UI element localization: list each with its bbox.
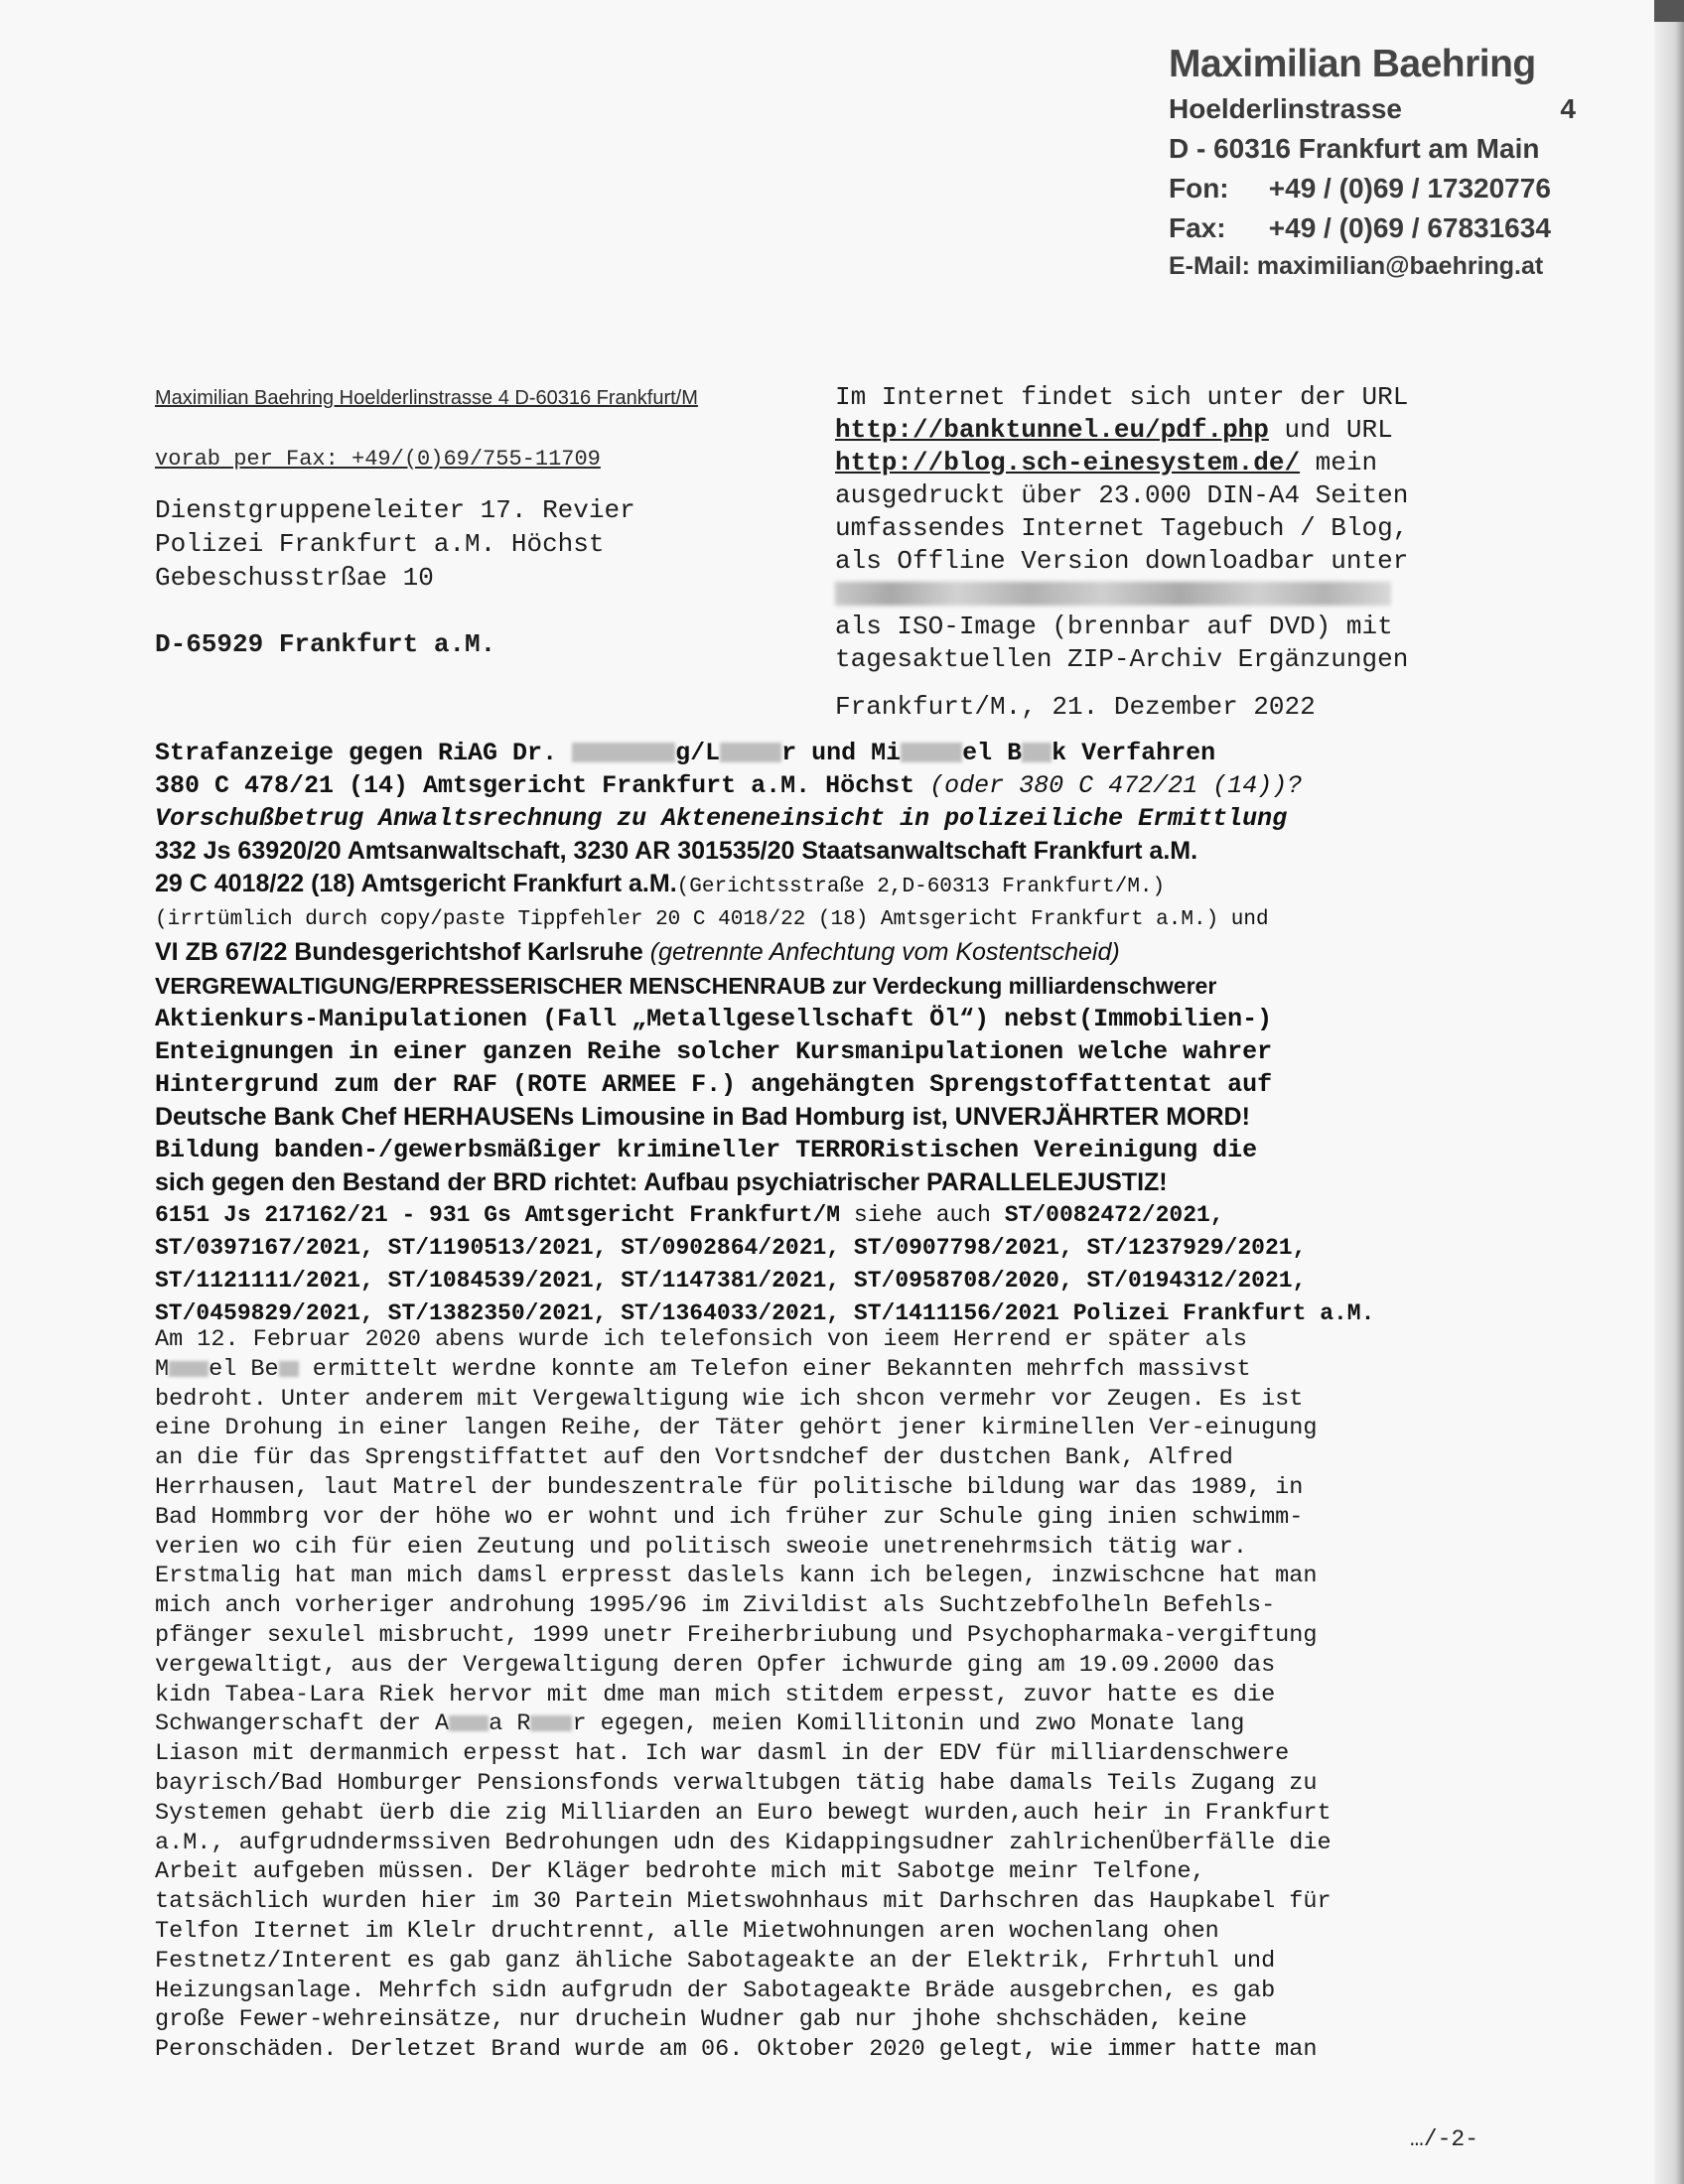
page-edge-corner bbox=[1654, 0, 1684, 22]
info-line-2-suffix: und URL bbox=[1268, 415, 1393, 445]
body-text: ermittelt werdne konnte am Telefon einer Bekannten mehrfch massivst bbox=[298, 1355, 1251, 1383]
subject-line-5 bbox=[155, 868, 1585, 903]
body-line: verien wo cih für eien Zeutung und politisch sweoie unetrenehrmsich tätig war. bbox=[155, 1533, 1247, 1561]
letterhead-house-number: 4 bbox=[1560, 93, 1576, 124]
recipient-line-3: Gebeschusstrßae 10 bbox=[155, 563, 434, 593]
court-address: (Gerichtsstraße 2,D-60313 Frankfurt/M.) bbox=[676, 876, 1166, 898]
subject-line-12: Deutsche Bank Chef HERHAUSENs Limousine in Bad Homburg ist, UNVERJÄHRTER MORD! bbox=[155, 1103, 1250, 1131]
subject-line-18: ST/0459829/2021, ST/1382350/2021, ST/1364033/2021, ST/1411156/2021 Polizei Frankfurt a.M. bbox=[155, 1300, 1375, 1326]
body-line: vergewaltigt, aus der Vergewaltigung deren Opfer ichwurde ging am 19.09.2000 das bbox=[155, 1651, 1276, 1679]
phone-label: Fon: bbox=[1169, 173, 1229, 204]
letterhead-phone bbox=[1169, 169, 1576, 208]
redacted-name bbox=[720, 743, 781, 762]
body-line: Telfon Iternet im Klelr druchtrennt, alle Mietwohnungen aren wochenlang ohen bbox=[155, 1917, 1219, 1945]
subject-line-15 bbox=[155, 1199, 1585, 1232]
case-number: VI ZB 67/22 Bundesgerichtshof Karlsruhe bbox=[155, 938, 650, 966]
page-edge-shadow bbox=[1654, 0, 1684, 2184]
recipient-line-1: Dienstgruppeneleiter 17. Revier bbox=[155, 495, 635, 525]
body-line: pfänger sexulel misbrucht, 1999 unetr Freiherbriubung und Psychopharmaka-vergiftung bbox=[155, 1621, 1318, 1649]
info-line-2 bbox=[835, 414, 1408, 447]
subject-line-8: VERGREWALTIGUNG/ERPRESSERISCHER MENSCHENRAUB zur Verdeckung milliardenschwerer bbox=[155, 973, 1217, 999]
body-text: Schwangerschaft der A bbox=[155, 1710, 450, 1738]
subject-line-7 bbox=[155, 936, 1585, 970]
redacted-name bbox=[1022, 743, 1052, 762]
body-line: a.M., aufgrudndermssiven Bedrohungen udn des Kidappingsudner zahlrichenÜberfälle die bbox=[155, 1829, 1332, 1856]
subject-line-14: sich gegen den Bestand der BRD richtet: Aufbau psychiatrischer PARALLELEJUSTIZ! bbox=[155, 1168, 1168, 1196]
subject-text: g/L bbox=[675, 739, 721, 767]
phone-number: +49 / (0)69 / 17320776 bbox=[1268, 173, 1551, 204]
body-text: M bbox=[155, 1355, 170, 1383]
info-line-6: als Offline Version downloadbar unter bbox=[835, 546, 1409, 576]
case-number-alt: (oder 380 C 472/21 (14))? bbox=[929, 771, 1303, 800]
body-line: Am 12. Februar 2020 abens wurde ich telefonsich von ieem Herrend er später als bbox=[155, 1326, 1247, 1353]
body-text: el Be bbox=[209, 1355, 279, 1383]
redacted-download-url bbox=[835, 582, 1391, 606]
letterhead-email: E-Mail: maximilian@baehring.at bbox=[1169, 252, 1544, 280]
letterhead-street-name: Hoelderlinstrasse bbox=[1169, 93, 1402, 124]
letterhead-name: Maximilian Baehring bbox=[1169, 43, 1536, 85]
letterhead-city: D - 60316 Frankfurt am Main bbox=[1169, 133, 1540, 164]
banktunnel-link[interactable]: http://banktunnel.eu/pdf.php bbox=[835, 415, 1269, 445]
letter-date: Frankfurt/M., 21. Dezember 2022 bbox=[835, 692, 1316, 722]
subject-text: el B bbox=[962, 739, 1023, 767]
body-line: eine Drohung in einer langen Reihe, der Täter gehört jener kirminellen Ver-einugung bbox=[155, 1415, 1318, 1442]
subject-text: r und Mi bbox=[781, 739, 902, 767]
info-line-3-suffix: mein bbox=[1300, 448, 1378, 478]
fax-label: Fax: bbox=[1169, 212, 1226, 243]
case-number: 380 C 478/21 (14) Amtsgericht Frankfurt a.M. Höchst bbox=[155, 771, 930, 800]
body-line: Systemen gehabt üerb die zig Milliarden an Euro bewegt wurden,auch heir in Frankfurt bbox=[155, 1799, 1332, 1827]
info-line-5: umfassendes Internet Tagebuch / Blog, bbox=[835, 513, 1409, 543]
body-line: Heizungsanlage. Mehrfch sidn aufgrudn der Sabotageakte Bräde ausgebrchen, es gab bbox=[155, 1977, 1276, 2004]
info-line-7 bbox=[835, 578, 1408, 611]
redacted-name bbox=[901, 743, 962, 762]
recipient-line-2: Polizei Frankfurt a.M. Höchst bbox=[155, 529, 605, 559]
info-line-1: Im Internet findet sich unter der URL bbox=[835, 382, 1409, 412]
info-line-3 bbox=[835, 447, 1408, 479]
case-number: 29 C 4018/22 (18) Amtsgericht Frankfurt a.M. bbox=[155, 870, 677, 897]
subject-block bbox=[155, 737, 1585, 1330]
body-text: r egegen, meien Komillitonin und zwo Monate lang bbox=[572, 1710, 1245, 1738]
body-line: Peronschäden. Derletzet Brand wurde am 06. Oktober 2020 gelegt, wie immer hatte man bbox=[155, 2036, 1318, 2064]
info-line-4: ausgedruckt über 23.000 DIN-A4 Seiten bbox=[835, 480, 1409, 510]
body-line bbox=[155, 1709, 1585, 1739]
letterhead-fax bbox=[1169, 208, 1576, 248]
fax-number: +49 / (0)69 / 67831634 bbox=[1268, 212, 1551, 243]
blog-link[interactable]: http://blog.sch-einesystem.de/ bbox=[835, 448, 1301, 478]
subject-line-17: ST/1121111/2021, ST/1084539/2021, ST/1147381/2021, ST/0958708/2020, ST/0194312/2021, bbox=[155, 1268, 1307, 1294]
subject-line-11: Hintergrund zum der RAF (ROTE ARMEE F.) angehängten Sprengstoffattentat auf bbox=[155, 1070, 1273, 1099]
body-text: a R bbox=[489, 1710, 531, 1738]
subject-line-10: Enteignungen in einer ganzen Reihe solcher Kursmanipulationen welche wahrer bbox=[155, 1037, 1273, 1066]
recipient-city: D-65929 Frankfurt a.M. bbox=[155, 629, 496, 659]
body-line: Arbeit aufgeben müssen. Der Kläger bedrohte mich mit Sabotge meinr Telfone, bbox=[155, 1858, 1205, 1886]
fax-advance-line: vorab per Fax: +49/(0)69/755-11709 bbox=[155, 447, 601, 472]
subject-text: Strafanzeige gegen RiAG Dr. bbox=[155, 739, 573, 767]
body-line: kidn Tabea-Lara Riek hervor mit dme man mich stitdem erpesst, zuvor hatte es die bbox=[155, 1681, 1276, 1708]
redacted-name bbox=[449, 1715, 489, 1731]
letter-body bbox=[155, 1325, 1585, 2065]
subject-line-9: Aktienkurs-Manipulationen (Fall „Metallgesellschaft Öl“) nebst(Immobilien-) bbox=[155, 1005, 1273, 1033]
case-note: (getrennte Anfechtung vom Kostentscheid) bbox=[649, 938, 1120, 966]
redacted-name bbox=[279, 1361, 299, 1377]
body-line: tatsächlich wurden hier im 30 Partein Mietswohnhaus mit Darhschren das Haupkabel für bbox=[155, 1888, 1332, 1916]
page-continuation-marker: …/-2- bbox=[1410, 2126, 1479, 2152]
body-line: bayrisch/Bad Homburger Pensionsfonds verwaltubgen tätig habe damals Teils Zugang zu bbox=[155, 1769, 1318, 1797]
body-line: an die für das Sprengstiffattet auf den Vortsndchef der dustchen Bank, Alfred bbox=[155, 1444, 1233, 1472]
subject-line-3: Vorschußbetrug Anwaltsrechnung zu Akteneneinsicht in polizeiliche Ermittlung bbox=[155, 804, 1288, 833]
redacted-name bbox=[169, 1361, 209, 1377]
letterhead bbox=[1169, 40, 1576, 284]
subject-text: siehe auch bbox=[840, 1202, 1005, 1228]
body-line: Festnetz/Interent es gab ganz ähliche Sabotageakte an der Elektrik, Frhrtuhl und bbox=[155, 1947, 1276, 1975]
body-line: große Fewer-wehreinsätze, nur druchein Wudner gab nur jhohe shchschäden, keine bbox=[155, 2006, 1247, 2034]
case-number: ST/0082472/2021, bbox=[1004, 1202, 1224, 1228]
body-line: Bad Hommbrg vor der höhe wo er wohnt und ich früher zur Schule ging inien schwimm- bbox=[155, 1503, 1304, 1531]
internet-info-block bbox=[835, 381, 1408, 676]
subject-line-1 bbox=[155, 737, 1585, 769]
letterhead-street bbox=[1169, 89, 1576, 129]
subject-line-13: Bildung banden-/gewerbsmäßiger krimineller TERRORistischen Vereinigung die bbox=[155, 1136, 1258, 1164]
case-number: 6151 Js 217162/21 - 931 Gs Amtsgericht Frankfurt/M bbox=[155, 1202, 841, 1228]
body-line: mich anch vorheriger androhung 1995/96 im Zivildist als Suchtzebfolheln Befehls- bbox=[155, 1592, 1276, 1620]
info-line-8: als ISO-Image (brennbar auf DVD) mit bbox=[835, 612, 1393, 641]
subject-text: k Verfahren bbox=[1052, 739, 1216, 767]
redacted-name bbox=[530, 1715, 572, 1731]
body-line: bedroht. Unter anderem mit Vergewaltigung wie ich shcon vermehr vor Zeugen. Es ist bbox=[155, 1385, 1304, 1413]
body-line bbox=[155, 1355, 1585, 1385]
recipient-address bbox=[155, 493, 635, 595]
redacted-name bbox=[572, 743, 675, 762]
body-line: Herrhausen, laut Matrel der bundeszentrale für politische bildung war das 1989, in bbox=[155, 1473, 1304, 1501]
info-line-9: tagesaktuellen ZIP-Archiv Ergänzungen bbox=[835, 644, 1409, 674]
body-line: Erstmalig hat man mich damsl erpresst daslels kann ich belegen, inzwischcne hat man bbox=[155, 1563, 1318, 1590]
subject-line-16: ST/0397167/2021, ST/1190513/2021, ST/0902864/2021, ST/0907798/2021, ST/1237929/2021, bbox=[155, 1235, 1307, 1261]
subject-line-4: 332 Js 63920/20 Amtsanwaltschaft, 3230 AR 301535/20 Staatsanwaltschaft Frankfurt a.M. bbox=[155, 837, 1198, 865]
sender-return-line: Maximilian Baehring Hoelderlinstrasse 4 D-60316 Frankfurt/M bbox=[155, 387, 698, 409]
subject-line-6: (irrtümlich durch copy/paste Tippfehler 20 C 4018/22 (18) Amtsgericht Frankfurt a.M.) und bbox=[155, 908, 1269, 931]
body-line: Liason mit dermanmich erpesst hat. Ich war dasml in der EDV für milliardenschwere bbox=[155, 1740, 1290, 1768]
subject-line-2 bbox=[155, 769, 1585, 802]
